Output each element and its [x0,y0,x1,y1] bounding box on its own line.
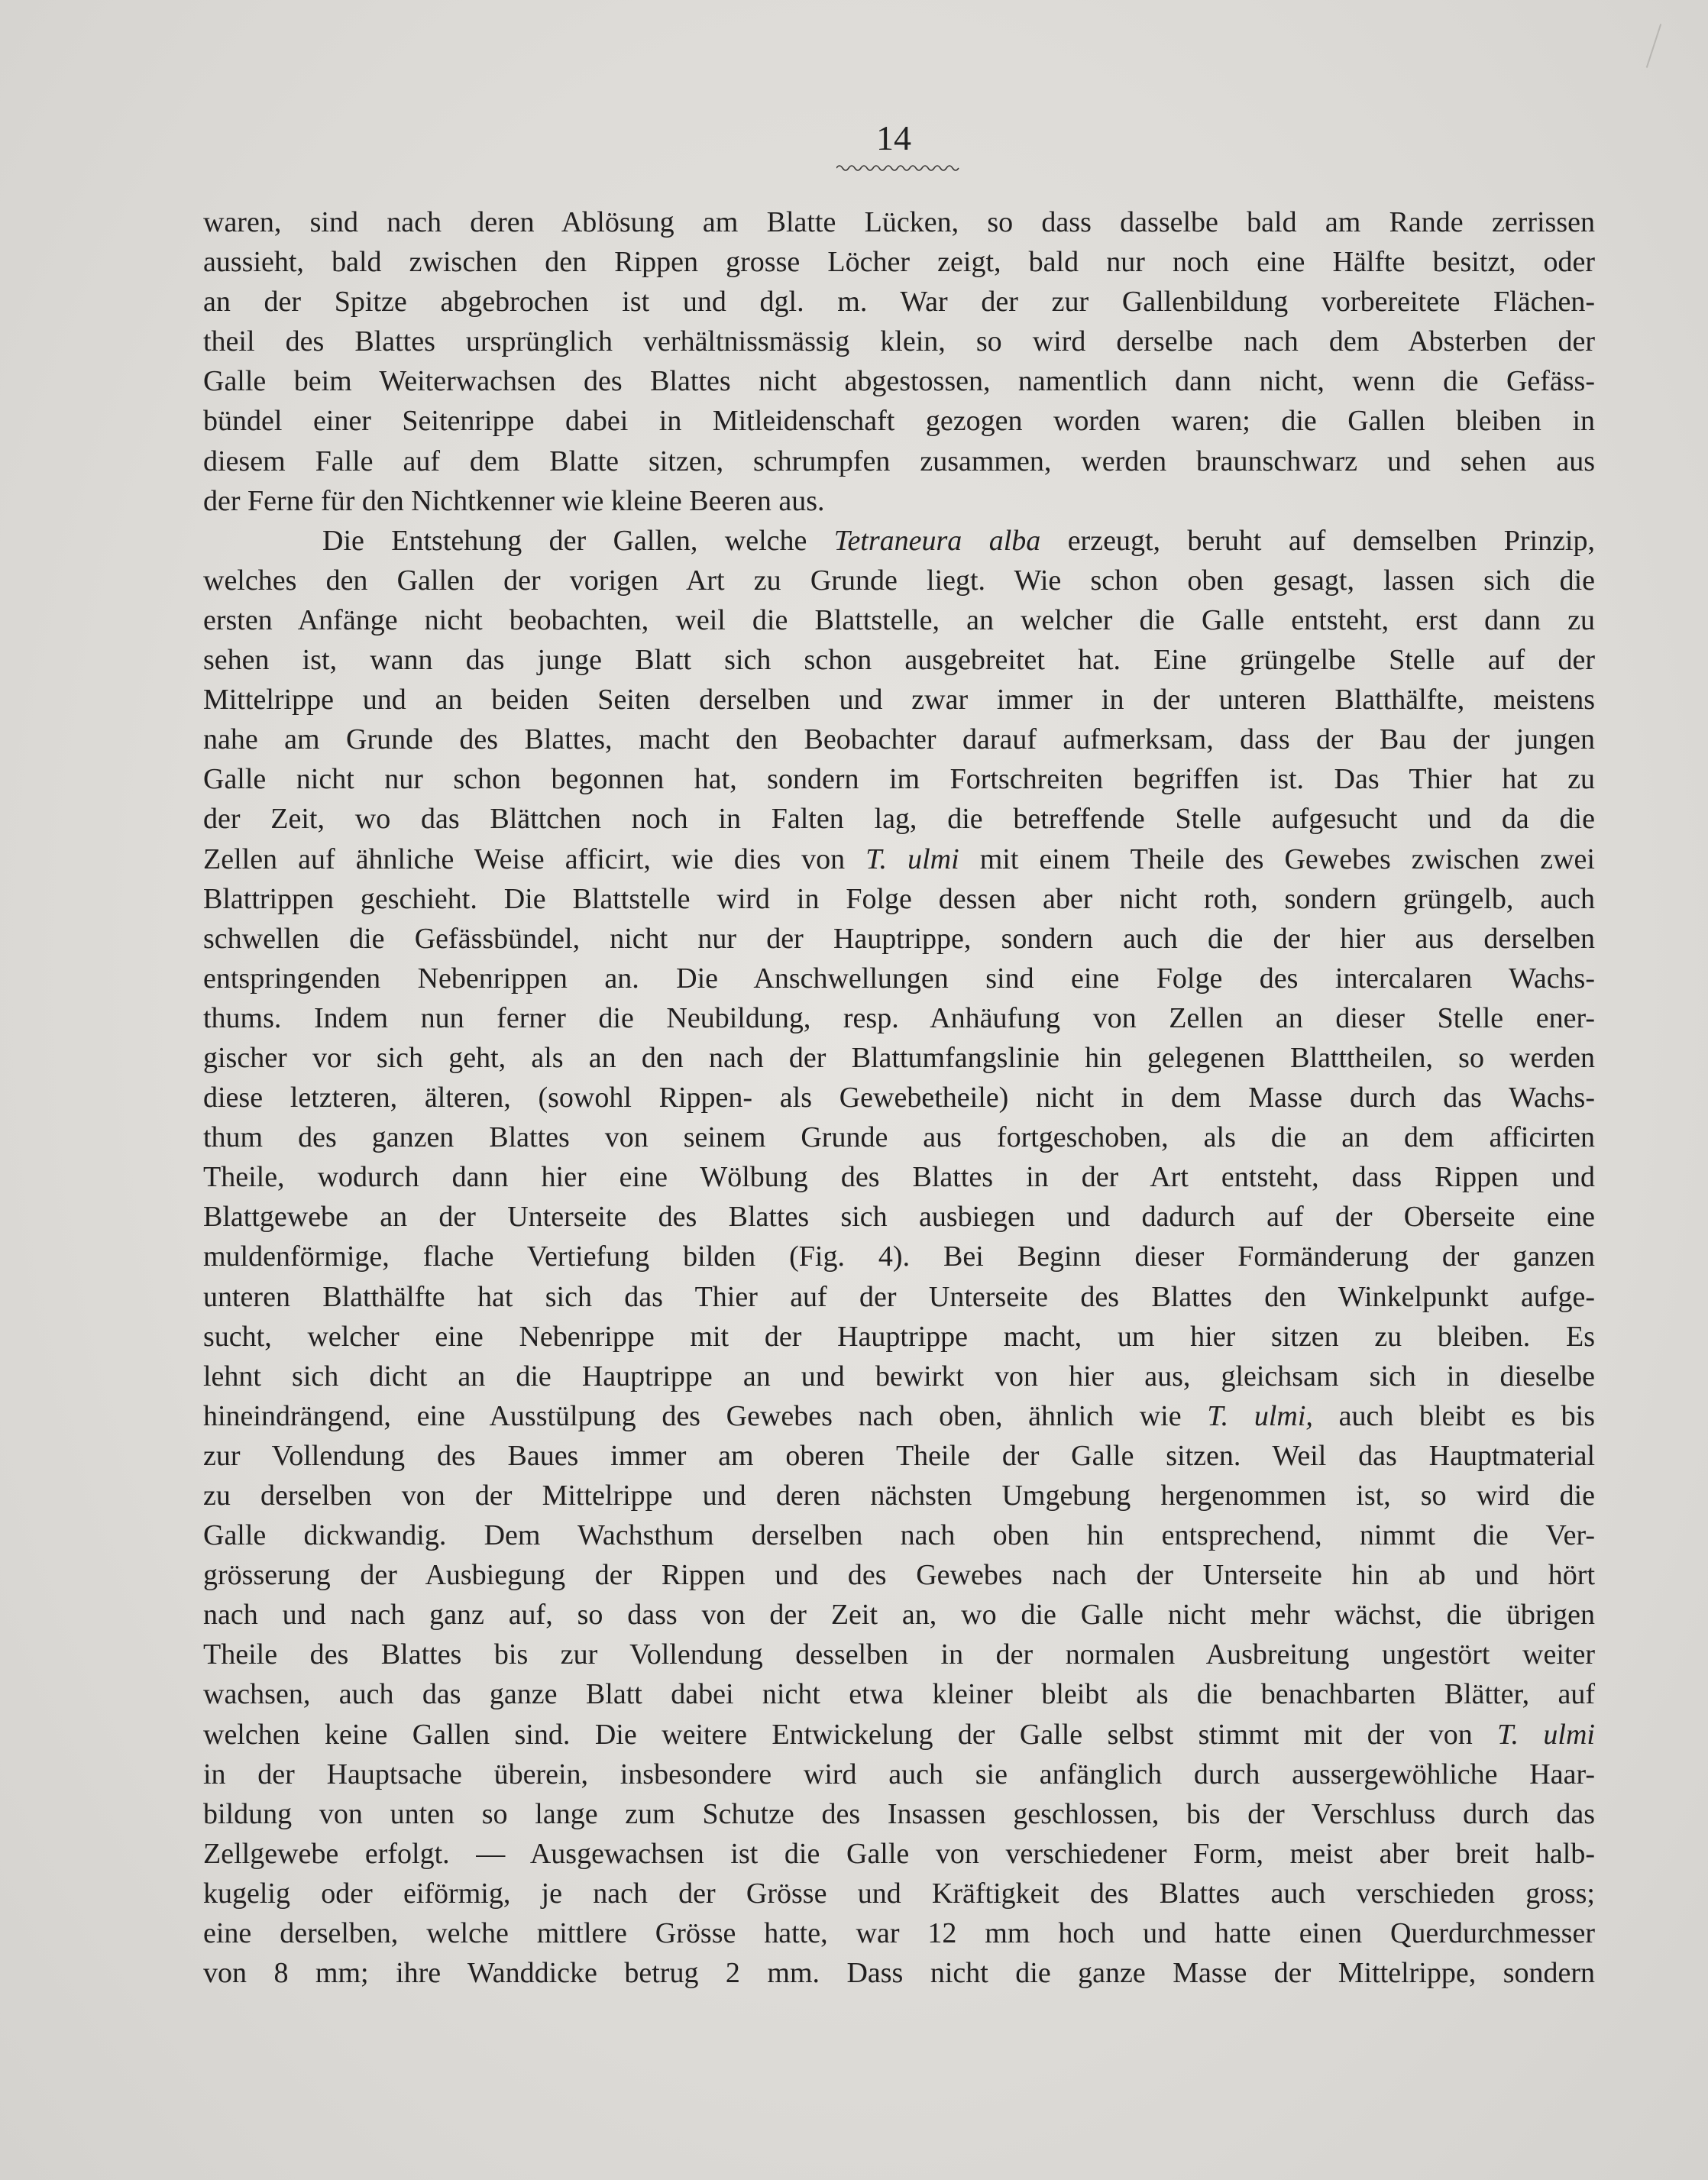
text-line: zur Vollendung des Baues immer am oberen Theile der Galle sitzen. Weil das Hauptmaterial [203,1439,1595,1472]
text-line: lehnt sich dicht an die Hauptrippe an und bewirkt von hier aus, gleichsam sich in dieselbe [203,1360,1595,1392]
text-line: der Ferne für den Nichtkenner wie kleine Beeren aus. [203,484,825,517]
text-line: Blattgewebe an der Unterseite des Blattes sich ausbiegen und dadurch auf der Oberseite eine [203,1201,1595,1234]
species-name: T. ulmi, [1207,1399,1313,1432]
text-line: Galle nicht nur schon begonnen hat, sondern im Fortschreiten begriffen ist. Das Thier hat zu [203,763,1595,796]
text-line: ersten Anfänge nicht beobachten, weil die Blattstelle, an welcher die Galle entsteht, erst dann zu [203,603,1595,636]
text-line: unteren Blatthälfte hat sich das Thier auf der Unterseite des Blattes den Winkelpunkt aufge- [203,1280,1595,1313]
text-line: kugelig oder eiförmig, je nach der Grösse und Kräftigkeit des Blattes auch verschieden gross; [203,1877,1595,1910]
text-line: bündel einer Seitenrippe dabei in Mitleidenschaft gezogen worden waren; die Gallen bleiben in [203,405,1595,438]
text-line: nach und nach ganz auf, so dass von der Zeit an, wo die Galle nicht mehr wächst, die übrigen [203,1599,1595,1632]
text-line: schwellen die Gefässbündel, nicht nur der Hauptrippe, sondern auch die der hier aus derselben [203,922,1595,955]
text-line: Theile des Blattes bis zur Vollendung desselben in der normalen Ausbreitung ungestört weiter [203,1638,1595,1671]
text-line: an der Spitze abgebrochen ist und dgl. m. War der zur Gallenbildung vorbereitete Flächen- [203,286,1595,319]
text-line: bildung von unten so lange zum Schutze des Insassen geschlossen, bis der Verschluss durch das [203,1797,1595,1830]
text-segment: auch bleibt es bis [1312,1399,1596,1432]
text-line: der Zeit, wo das Blättchen noch in Falten lag, die betreffende Stelle aufgesucht und da die [203,803,1595,836]
text-line: Blattrippen geschieht. Die Blattstelle wird in Folge dessen aber nicht roth, sondern grüngelb, auch [203,882,1595,915]
text-line: in der Hauptsache überein, insbesondere wird auch sie anfänglich durch aussergewöhliche Haar- [203,1758,1595,1790]
text-line: welches den Gallen der vorigen Art zu Grunde liegt. Wie schon oben gesagt, lassen sich die [203,564,1595,597]
text-line: aussieht, bald zwischen den Rippen grosse Löcher zeigt, bald nur noch eine Hälfte besitzt, oder [203,246,1595,279]
text-line: sehen ist, wann das junge Blatt sich schon ausgebreitet hat. Eine grüngelbe Stelle auf der [203,644,1595,677]
text-line: waren, sind nach deren Ablösung am Blatte Lücken, so dass dasselbe bald am Rande zerrissen [203,206,1595,238]
text-line: grösserung der Ausbiegung der Rippen und des Gewebes nach der Unterseite hin ab und hört [203,1559,1595,1592]
text-segment: erzeugt, beruht auf demselben Prinzip, [1040,524,1595,557]
text-line: diesem Falle auf dem Blatte sitzen, schrumpfen zusammen, werden braunschwarz und sehen aus [203,445,1595,477]
text-line: theil des Blattes ursprünglich verhältnissmässig klein, so wird derselbe nach dem Absterben der [203,325,1595,358]
text-line [203,1396,1595,1436]
text-line: diese letzteren, älteren, (sowohl Rippen- als Gewebetheile) nicht in dem Masse durch das Wachs- [203,1082,1595,1114]
text-line: thum des ganzen Blattes von seinem Grunde aus fortgeschoben, als die an dem afficirten [203,1121,1595,1154]
text-line: sucht, welcher eine Nebenrippe mit der Hauptrippe macht, um hier sitzen zu bleiben. Es [203,1320,1595,1353]
paragraph [203,202,1595,521]
text-line [203,521,1595,561]
text-line: muldenförmige, flache Vertiefung bilden (Fig. 4). Bei Beginn dieser Formänderung der ganzen [203,1240,1595,1273]
page-number-ornament [836,162,962,173]
text-line: gischer vor sich geht, als an den nach der Blattumfangslinie hin gelegenen Blatttheilen, so werden [203,1041,1595,1074]
page-edge-mark [1646,24,1661,68]
text-line: Galle dickwandig. Dem Wachsthum derselben nach oben hin entsprechend, nimmt die Ver- [203,1519,1595,1552]
text-segment: Zellen auf ähnliche Weise afficirt, wie dies von [203,843,866,875]
species-name: T. ulmi [1497,1718,1595,1751]
text-line: Galle beim Weiterwachsen des Blattes nicht abgestossen, namentlich dann nicht, wenn die Gefäss- [203,365,1595,398]
text-line: Mittelrippe und an beiden Seiten derselben und zwar immer in der unteren Blatthälfte, meistens [203,684,1595,716]
text-line: zu derselben von der Mittelrippe und deren nächsten Umgebung hergenommen ist, so wird die [203,1480,1595,1512]
text-line [203,839,1595,879]
text-segment: Die Entstehung der Gallen, welche [322,524,834,557]
text-line: Theile, wodurch dann hier eine Wölbung des Blattes in der Art entsteht, dass Rippen und [203,1161,1595,1194]
text-line: Zellgewebe erfolgt. — Ausgewachsen ist die Galle von verschiedener Form, meist aber breit halb- [203,1837,1595,1870]
text-line: nahe am Grunde des Blattes, macht den Beobachter darauf aufmerksam, dass der Bau der jungen [203,723,1595,756]
page-number: 14 [876,118,911,157]
text-line: von 8 mm; ihre Wanddicke betrug 2 mm. Dass nicht die ganze Masse der Mittelrippe, sondern [203,1957,1595,1990]
text-line [203,1715,1595,1755]
text-line: wachsen, auch das ganze Blatt dabei nicht etwa kleiner bleibt als die benachbarten Blätter, auf [203,1678,1595,1711]
text-segment: welchen keine Gallen sind. Die weitere Entwickelung der Galle selbst stimmt mit der von [203,1718,1498,1751]
text-line: eine derselben, welche mittlere Grösse hatte, war 12 mm hoch und hatte einen Querdurchmesser [203,1917,1595,1950]
text-segment: hineindrängend, eine Ausstülpung des Gewebes nach oben, ähnlich wie [203,1399,1208,1432]
body-text [203,202,1595,1993]
paragraph [203,521,1595,1993]
species-name: Tetraneura alba [833,524,1041,557]
text-segment: mit einem Theile des Gewebes zwischen zwei [959,843,1595,875]
text-line: thums. Indem nun ferner die Neubildung, resp. Anhäufung von Zellen an dieser Stelle ener- [203,1001,1595,1034]
text-line: entspringenden Nebenrippen an. Die Anschwellungen sind eine Folge des intercalaren Wachs- [203,962,1595,995]
species-name: T. ulmi [865,843,959,875]
